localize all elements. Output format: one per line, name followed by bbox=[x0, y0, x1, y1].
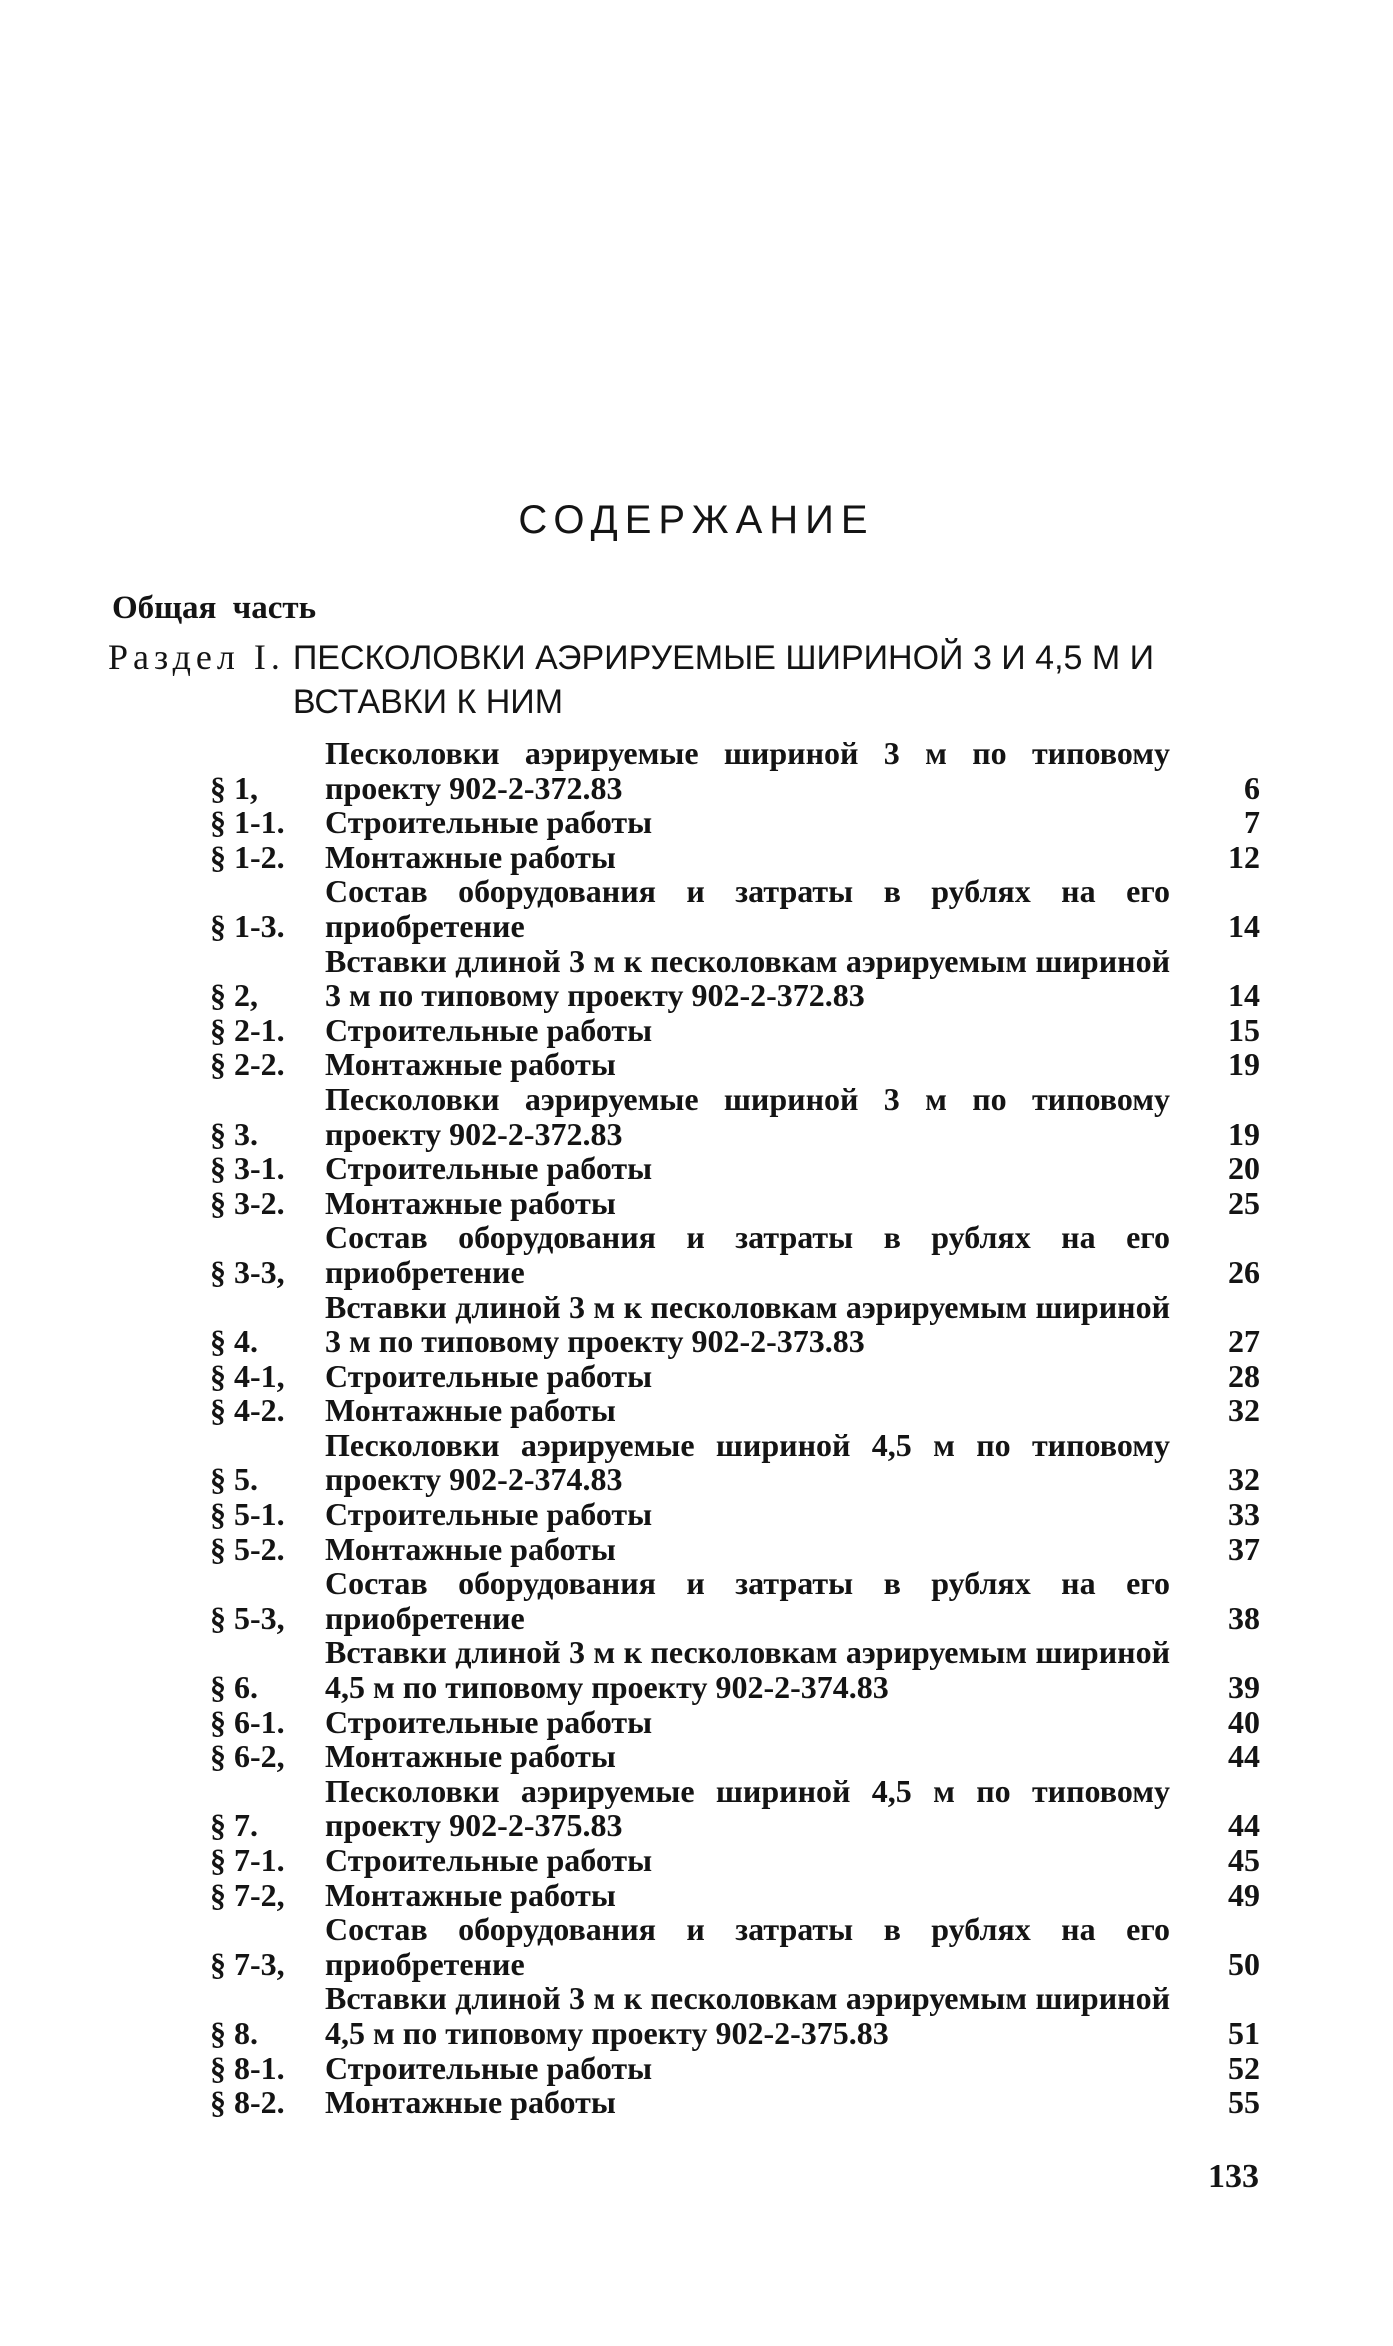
toc-entry-text: Монтажные работы bbox=[325, 838, 616, 875]
toc-entry bbox=[210, 1290, 1260, 1359]
toc-entry-text: Состав оборудования и затраты в рублях на его приобретение bbox=[325, 873, 1170, 944]
toc-entry bbox=[210, 944, 1260, 1013]
toc-entry bbox=[210, 1186, 1260, 1221]
toc-entry-text: Строительные работы bbox=[325, 1496, 653, 1533]
page-title: СОДЕРЖАНИЕ bbox=[518, 498, 875, 542]
page-number: 133 bbox=[1208, 2158, 1259, 2195]
toc-entry-page: 7 bbox=[1244, 804, 1260, 841]
toc-entry-number: § 5-2. bbox=[210, 1530, 285, 1567]
toc-entry-page: 20 bbox=[1228, 1150, 1260, 1187]
toc-entry-page: 38 bbox=[1228, 1599, 1260, 1636]
toc-entry bbox=[210, 2085, 1260, 2120]
toc-entry-number: § 5-3, bbox=[210, 1599, 285, 1636]
toc-entry-page: 49 bbox=[1228, 1876, 1260, 1913]
toc-entry-number: § 6. bbox=[210, 1669, 258, 1706]
toc-entry-page: 52 bbox=[1228, 2049, 1260, 2086]
toc-entry-page: 15 bbox=[1228, 1011, 1260, 1048]
toc-entry-page: 55 bbox=[1228, 2084, 1260, 2121]
toc-entry-text: Строительные работы bbox=[325, 1703, 653, 1740]
toc-entry-text: Вставки длиной 3 м к песколовкам аэрируемым шириной 3 м по типовому проекту 902-2-373.83 bbox=[325, 1288, 1170, 1360]
toc-entry bbox=[210, 1843, 1260, 1878]
toc-entry-text: Песколовки аэрируемые шириной 4,5 м по типовому проекту 902-2-375.83 bbox=[325, 1772, 1170, 1844]
table-of-contents bbox=[210, 736, 1260, 2120]
toc-entry-page: 32 bbox=[1228, 1392, 1260, 1429]
toc-entry-page: 45 bbox=[1228, 1842, 1260, 1878]
toc-entry bbox=[210, 1635, 1260, 1704]
toc-entry bbox=[210, 1532, 1260, 1567]
toc-entry-number: § 1, bbox=[210, 769, 258, 806]
toc-entry-number: § 3-1. bbox=[210, 1150, 285, 1187]
toc-entry-page: 14 bbox=[1228, 977, 1260, 1014]
section-title: ПЕСКОЛОВКИ АЭРИРУЕМЫЕ ШИРИНОЙ 3 И 4,5 М И ВСТАВКИ К НИМ bbox=[292, 639, 1155, 721]
toc-entry bbox=[210, 1981, 1260, 2050]
toc-entry-number: § 8-2. bbox=[210, 2084, 285, 2121]
toc-entry-number: § 6-1. bbox=[210, 1703, 285, 1740]
toc-entry-page: 33 bbox=[1228, 1496, 1260, 1533]
toc-entry bbox=[210, 1497, 1260, 1532]
toc-entry-page: 12 bbox=[1228, 838, 1260, 875]
toc-entry-number: § 3-2. bbox=[210, 1184, 285, 1221]
toc-entry bbox=[210, 1428, 1260, 1497]
toc-entry-number: § 3-3, bbox=[210, 1253, 285, 1290]
toc-entry-page: 39 bbox=[1228, 1669, 1260, 1706]
section-heading-row bbox=[108, 635, 1258, 724]
toc-entry-text: Песколовки аэрируемые шириной 3 м по типовому проекту 902-2-372.83 bbox=[325, 735, 1170, 806]
toc-entry-text: Вставки длиной 3 м к песколовкам аэрируемым шириной 4,5 м по типовому проекту 902-2-374.83 bbox=[325, 1634, 1170, 1706]
toc-entry-page: 37 bbox=[1228, 1530, 1260, 1567]
toc-entry-text: Строительные работы bbox=[325, 1011, 653, 1048]
toc-entry-text: Строительные работы bbox=[325, 1357, 653, 1394]
toc-entry-number: § 4-1, bbox=[210, 1357, 285, 1394]
toc-entry-number: § 7. bbox=[210, 1807, 258, 1844]
toc-entry-text: Строительные работы bbox=[325, 2049, 653, 2086]
toc-entry-number: § 5. bbox=[210, 1461, 258, 1498]
toc-entry-page: 44 bbox=[1228, 1738, 1260, 1775]
toc-entry-text: Состав оборудования и затраты в рублях на его приобретение bbox=[325, 1911, 1170, 1982]
toc-entry-number: § 2-1. bbox=[210, 1011, 285, 1048]
toc-entry bbox=[210, 1566, 1260, 1635]
toc-entry-page: 14 bbox=[1228, 907, 1260, 944]
toc-entry-number: § 4. bbox=[210, 1323, 258, 1360]
toc-entry-page: 27 bbox=[1228, 1323, 1260, 1360]
toc-entry-text: Строительные работы bbox=[325, 1150, 653, 1187]
toc-entry bbox=[210, 1047, 1260, 1082]
toc-entry-number: § 1-3. bbox=[210, 907, 285, 944]
toc-entry bbox=[210, 1082, 1260, 1151]
toc-entry-number: § 1-2. bbox=[210, 838, 285, 875]
toc-entry-number: § 3. bbox=[210, 1115, 258, 1152]
toc-entry-page: 40 bbox=[1228, 1703, 1260, 1740]
toc-entry bbox=[210, 840, 1260, 875]
toc-entry-number: § 8-1. bbox=[210, 2049, 285, 2086]
toc-entry-number: § 2-2. bbox=[210, 1046, 285, 1083]
toc-entry-text: Вставки длиной 3 м к песколовкам аэрируемым шириной 3 м по типовому проекту 902-2-372.83 bbox=[325, 942, 1170, 1014]
toc-entry-page: 50 bbox=[1228, 1945, 1260, 1982]
toc-entry bbox=[210, 1774, 1260, 1843]
toc-entry-text: Монтажные работы bbox=[325, 1738, 616, 1775]
toc-entry-page: 32 bbox=[1228, 1461, 1260, 1498]
toc-entry-text: Монтажные работы bbox=[325, 1046, 616, 1083]
toc-entry-number: § 6-2, bbox=[210, 1738, 285, 1775]
toc-entry-number: § 7-1. bbox=[210, 1842, 285, 1878]
toc-entry-number: § 8. bbox=[210, 2014, 258, 2051]
toc-entry-text: Монтажные работы bbox=[325, 1530, 616, 1567]
toc-entry-page: 28 bbox=[1228, 1357, 1260, 1394]
toc-entry-page: 19 bbox=[1228, 1046, 1260, 1083]
toc-entry-page: 6 bbox=[1244, 769, 1260, 806]
toc-entry bbox=[210, 1912, 1260, 1981]
toc-entry-page: 19 bbox=[1228, 1115, 1260, 1152]
toc-entry-text: Состав оборудования и затраты в рублях на его приобретение bbox=[325, 1219, 1170, 1290]
toc-entry-number: § 2, bbox=[210, 977, 258, 1014]
toc-entry bbox=[210, 1151, 1260, 1186]
toc-entry-text: Монтажные работы bbox=[325, 2084, 616, 2121]
toc-entry-number: § 5-1. bbox=[210, 1496, 285, 1533]
toc-entry-text: Строительные работы bbox=[325, 1842, 653, 1878]
toc-entry bbox=[210, 1705, 1260, 1740]
toc-entry-number: § 1-1. bbox=[210, 804, 285, 841]
toc-entry-number: § 4-2. bbox=[210, 1392, 285, 1429]
toc-entry bbox=[210, 1739, 1260, 1774]
toc-entry bbox=[210, 1013, 1260, 1048]
toc-entry-page: 26 bbox=[1228, 1253, 1260, 1290]
toc-entry-text: Монтажные работы bbox=[325, 1184, 616, 1221]
toc-entry-text: Монтажные работы bbox=[325, 1876, 616, 1913]
toc-entry-text: Песколовки аэрируемые шириной 4,5 м по типовому проекту 902-2-374.83 bbox=[325, 1426, 1170, 1498]
general-part-heading: Общая часть bbox=[112, 590, 317, 626]
toc-entry bbox=[210, 805, 1260, 840]
toc-entry bbox=[210, 736, 1260, 805]
toc-entry-text: Строительные работы bbox=[325, 804, 653, 841]
toc-entry bbox=[210, 1878, 1260, 1913]
toc-entry bbox=[210, 2051, 1260, 2086]
section-label: Раздел I. bbox=[108, 637, 285, 677]
toc-entry bbox=[210, 1220, 1260, 1289]
section-heading bbox=[108, 635, 1258, 724]
toc-entry-number: § 7-3, bbox=[210, 1945, 285, 1982]
toc-entry-page: 25 bbox=[1228, 1184, 1260, 1221]
toc-entry-text: Вставки длиной 3 м к песколовкам аэрируемым шириной 4,5 м по типовому проекту 902-2-375.83 bbox=[325, 1980, 1170, 2051]
toc-entry-text: Состав оборудования и затраты в рублях на его приобретение bbox=[325, 1565, 1170, 1636]
toc-entry-text: Песколовки аэрируемые шириной 3 м по типовому проекту 902-2-372.83 bbox=[325, 1080, 1170, 1152]
toc-entry-number: § 7-2, bbox=[210, 1876, 285, 1913]
toc-entry bbox=[210, 1393, 1260, 1428]
toc-entry bbox=[210, 874, 1260, 943]
toc-entry bbox=[210, 1359, 1260, 1394]
toc-entry-text: Монтажные работы bbox=[325, 1392, 616, 1429]
toc-entry-page: 51 bbox=[1228, 2014, 1260, 2051]
toc-entry-page: 44 bbox=[1228, 1807, 1260, 1844]
